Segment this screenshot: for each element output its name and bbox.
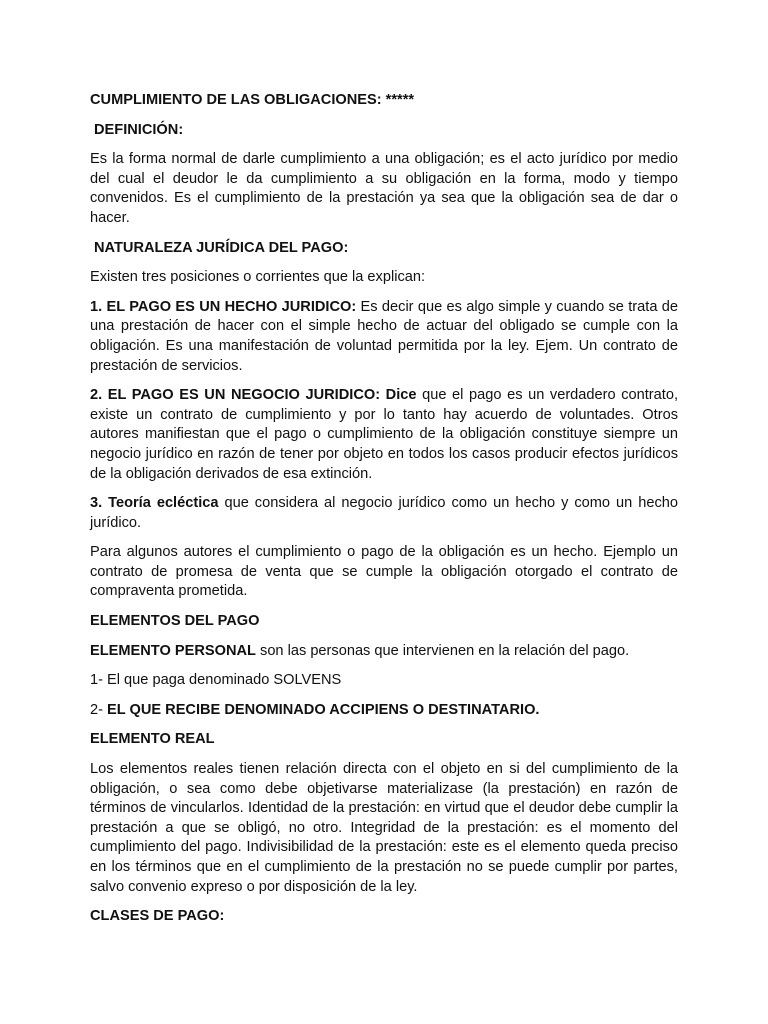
item-3-label: 3. Teoría ecléctica — [90, 495, 219, 512]
item-2-text: que el pago es un verdadero contrato, existe un contrato de cumplimiento y por lo tanto hay acuerdo de voluntades. Otros autores manifiestan que el pago o cumplimiento de la obligación constituye siempre un negocio jurídico en razón de tener por objeto en todos los casos producir efectos jurídicos de la obligación derivados de esa extinción. — [90, 387, 679, 482]
item-3-paragraph — [90, 494, 678, 533]
elemento-personal-text: son las personas que intervienen en la relación del pago. — [255, 642, 630, 659]
definicion-paragraph: Es la forma normal de darle cumplimiento a una obligación; es el acto jurídico por medio del cual el deudor le da cumplimiento a su obligación en la forma, modo y tiempo convenidos. Es el cumplimiento de la prestación ya sea que la obligación sea de dar o hacer. — [90, 151, 678, 226]
document-title: CUMPLIMIENTO DE LAS OBLIGACIONES: ***** — [90, 92, 415, 108]
item-1-paragraph — [90, 298, 678, 376]
accipiens-prefix: 2- — [90, 701, 108, 718]
definicion-heading: DEFINICIÓN: — [94, 121, 184, 138]
item-3-text: que considera al negocio jurídico como un hecho y como un hecho jurídico. — [90, 495, 678, 531]
item-1-text: Es decir que es algo simple y cuando se trata de una prestación de hacer con el simple hecho de actuar del obligado se cumple con la obligación. Es una manifestación de voluntad permitida por la ley. Ejem. Un contrato de prestación de servicios. — [90, 298, 678, 374]
elemento-real-heading: ELEMENTO REAL — [90, 731, 215, 748]
example-paragraph: Para algunos autores el cumplimiento o pago de la obligación es un hecho. Ejemplo un contrato de promesa de venta que se cumple la obligación otorgado el contrato de compraventa prometida. — [90, 544, 678, 600]
elemento-personal-label: ELEMENTO PERSONAL — [90, 642, 256, 659]
naturaleza-intro: Existen tres posiciones o corrientes que la explican: — [90, 269, 426, 286]
clases-heading: CLASES DE PAGO: — [90, 908, 225, 925]
elementos-heading: ELEMENTOS DEL PAGO — [90, 613, 260, 630]
accipiens-item — [90, 701, 678, 721]
solvens-item: 1- El que paga denominado SOLVENS — [90, 672, 342, 689]
item-2-label: 2. EL PAGO ES UN NEGOCIO JURIDICO: Dice — [90, 387, 417, 404]
naturaleza-heading: NATURALEZA JURÍDICA DEL PAGO: — [94, 239, 349, 256]
accipiens-label: EL QUE RECIBE DENOMINADO ACCIPIENS O DESTINATARIO. — [107, 701, 540, 718]
item-1-label: 1. EL PAGO ES UN HECHO JURIDICO: — [90, 298, 357, 315]
elemento-real-paragraph: Los elementos reales tienen relación directa con el objeto en si del cumplimiento de la obligación, o sea como debe objetivarse materializase (la prestación) en razón de términos de vincularlos. Identidad de la prestación: en virtud que el deudor debe cumplir la prestación a que se obligó, no otro. Integridad de la prestación: es el momento del cumplimiento del pago. Indivisibilidad de la prestación: este es el elemento queda preciso en los términos que en el cumplimiento de la prestación no se puede cumplir por partes, salvo convenio expreso o por disposición de la ley. — [90, 761, 678, 895]
document-page — [90, 91, 678, 937]
elemento-personal-paragraph — [90, 642, 678, 662]
item-2-paragraph — [90, 386, 678, 484]
